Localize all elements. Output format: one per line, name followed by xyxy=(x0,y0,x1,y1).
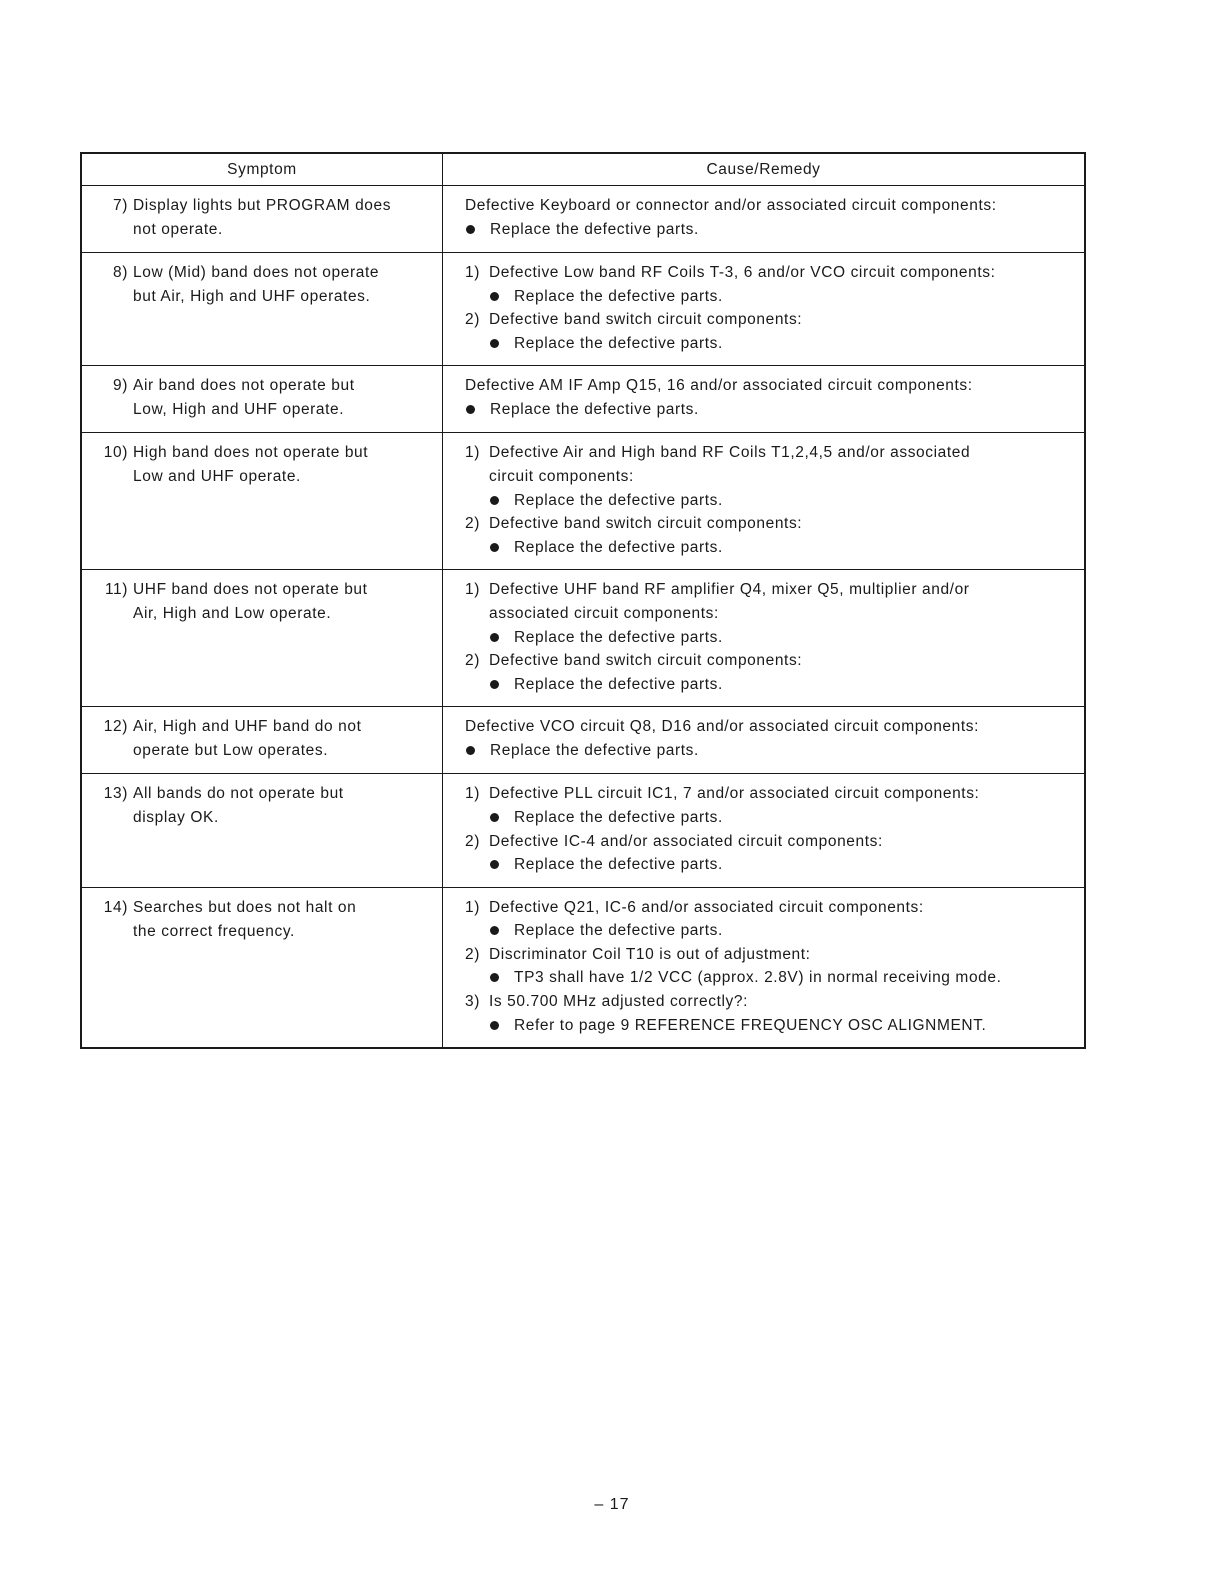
cause-item-number: 2) xyxy=(465,945,480,963)
cause-remedy-column-header: Cause/Remedy xyxy=(443,153,1086,186)
cause-item-number: 1) xyxy=(465,264,480,281)
symptom-number: 10) xyxy=(103,444,128,462)
bullet-dot-icon xyxy=(490,292,499,301)
cause-item xyxy=(465,782,1074,806)
cause-item-number: 1) xyxy=(465,785,480,803)
table-row xyxy=(81,774,1085,887)
symptom-text: Air, High and UHF band do not xyxy=(133,718,362,736)
symptom-number: 14) xyxy=(103,898,128,916)
table-row xyxy=(81,253,1085,366)
cause-item-text: circuit components: xyxy=(489,467,634,485)
table-row xyxy=(81,570,1085,707)
symptom-number: 7) xyxy=(113,197,128,214)
cause-remedy-cell xyxy=(443,186,1086,253)
bullet-text: Replace the defective parts. xyxy=(514,491,723,509)
cause-remedy-cell xyxy=(443,774,1086,887)
symptom-text: Display lights but PROGRAM does xyxy=(133,197,392,214)
table-header-row xyxy=(81,153,1085,186)
cause-item-number: 1) xyxy=(465,898,480,916)
bullet-dot-icon xyxy=(490,813,499,822)
symptom-line xyxy=(92,374,432,398)
symptom-text: Low, High and UHF operate. xyxy=(133,401,345,419)
symptom-text: display OK. xyxy=(133,809,219,827)
cause-item-text: Is 50.700 MHz adjusted correctly?: xyxy=(489,993,749,1011)
bullet-item xyxy=(465,739,1074,763)
bullet-item xyxy=(465,218,1074,242)
symptom-number: 9) xyxy=(113,377,128,395)
symptom-cell xyxy=(81,366,443,433)
bullet-item xyxy=(465,536,1074,560)
symptom-text: Low (Mid) band does not operate xyxy=(133,264,380,281)
cause-item xyxy=(465,943,1074,967)
symptom-cell xyxy=(81,433,443,570)
symptom-text: Air band does not operate but xyxy=(133,377,355,395)
cause-item-number: 1) xyxy=(465,581,480,599)
cause-remedy-cell xyxy=(443,253,1086,366)
bullet-dot-icon xyxy=(490,543,499,552)
cause-item-text: Defective IC-4 and/or associated circuit components: xyxy=(489,832,883,850)
cause-item-text: Defective Low band RF Coils T-3, 6 and/or VCO circuit components: xyxy=(489,264,996,281)
bullet-dot-icon xyxy=(490,496,499,505)
cause-item-number: 2) xyxy=(465,832,480,850)
table-row xyxy=(81,366,1085,433)
cause-item-number: 3) xyxy=(465,993,480,1011)
symptom-number: 13) xyxy=(103,785,128,803)
symptom-cell xyxy=(81,253,443,366)
bullet-item xyxy=(465,919,1074,943)
cause-item-text: Defective PLL circuit IC1, 7 and/or associated circuit components: xyxy=(489,785,980,803)
symptom-text: the correct frequency. xyxy=(133,922,295,940)
symptom-cell xyxy=(81,887,443,1048)
symptom-line xyxy=(92,261,432,285)
bullet-dot-icon xyxy=(490,1021,499,1030)
cause-remedy-cell xyxy=(443,570,1086,707)
symptom-line xyxy=(92,578,432,602)
bullet-text: Replace the defective parts. xyxy=(514,675,723,693)
bullet-item xyxy=(465,966,1074,990)
symptom-line xyxy=(92,782,432,806)
bullet-text: Replace the defective parts. xyxy=(514,922,723,940)
bullet-item xyxy=(465,806,1074,830)
cause-item xyxy=(465,578,1074,602)
cause-item-number: 1) xyxy=(465,444,480,462)
bullet-item xyxy=(465,285,1074,309)
cause-item xyxy=(465,261,1074,285)
bullet-dot-icon xyxy=(490,339,499,348)
bullet-dot-icon xyxy=(490,926,499,935)
table-row xyxy=(81,707,1085,774)
cause-item xyxy=(465,512,1074,536)
bullet-item xyxy=(465,398,1074,422)
cause-item xyxy=(465,896,1074,920)
cause-item-text: Defective band switch circuit components: xyxy=(489,652,803,670)
bullet-dot-icon xyxy=(490,860,499,869)
bullet-dot-icon xyxy=(490,680,499,689)
cause-remedy-cell xyxy=(443,887,1086,1048)
symptom-cell xyxy=(81,774,443,887)
symptom-text: operate but Low operates. xyxy=(133,742,329,760)
cause-item-text: Defective Q21, IC-6 and/or associated circuit components: xyxy=(489,898,924,916)
bullet-item xyxy=(465,853,1074,877)
bullet-text: Replace the defective parts. xyxy=(490,400,699,418)
table-row xyxy=(81,433,1085,570)
bullet-dot-icon xyxy=(490,973,499,982)
symptom-line xyxy=(92,715,432,739)
symptom-number: 11) xyxy=(104,581,128,599)
bullet-text: Replace the defective parts. xyxy=(514,334,723,352)
cause-item-number: 2) xyxy=(465,515,480,533)
symptom-number: 12) xyxy=(103,718,128,736)
bullet-text: Replace the defective parts. xyxy=(490,741,699,759)
bullet-dot-icon xyxy=(466,746,475,755)
symptom-text: High band does not operate but xyxy=(133,444,369,462)
symptom-line xyxy=(92,441,432,465)
symptom-cell xyxy=(81,186,443,253)
cause-item xyxy=(465,441,1074,465)
symptom-text: Low and UHF operate. xyxy=(133,468,301,486)
symptom-text: Searches but does not halt on xyxy=(133,898,357,916)
cause-item-number: 2) xyxy=(465,652,480,670)
cause-item-text: Discriminator Coil T10 is out of adjustment: xyxy=(489,945,811,963)
cause-item-text: Defective UHF band RF amplifier Q4, mixer Q5, multiplier and/or xyxy=(489,581,970,599)
cause-item-number: 2) xyxy=(465,311,480,329)
bullet-text: TP3 shall have 1/2 VCC (approx. 2.8V) in normal receiving mode. xyxy=(514,969,1002,987)
bullet-text: Replace the defective parts. xyxy=(490,220,699,238)
symptom-text: UHF band does not operate but xyxy=(133,581,368,599)
cause-text: Defective Keyboard or connector and/or associated circuit components: xyxy=(465,197,997,214)
cause-item-text: Defective Air and High band RF Coils T1,2,4,5 and/or associated xyxy=(489,444,971,462)
cause-item xyxy=(465,830,1074,854)
symptom-text: All bands do not operate but xyxy=(133,785,344,803)
cause-item xyxy=(465,990,1074,1014)
bullet-item xyxy=(465,1014,1074,1038)
bullet-text: Replace the defective parts. xyxy=(514,538,723,556)
bullet-text: Replace the defective parts. xyxy=(514,628,723,646)
bullet-item xyxy=(465,332,1074,356)
symptom-text: not operate. xyxy=(133,221,223,238)
table-row xyxy=(81,887,1085,1048)
symptom-cell xyxy=(81,570,443,707)
symptom-column-header: Symptom xyxy=(81,153,443,186)
bullet-item xyxy=(465,673,1074,697)
cause-remedy-cell xyxy=(443,433,1086,570)
troubleshooting-table xyxy=(80,152,1086,1049)
symptom-text: but Air, High and UHF operates. xyxy=(133,288,371,305)
bullet-dot-icon xyxy=(466,405,475,414)
cause-item xyxy=(465,308,1074,332)
bullet-text: Replace the defective parts. xyxy=(514,808,723,826)
table-row xyxy=(81,186,1085,253)
page-number: – 17 xyxy=(594,1496,630,1513)
symptom-line xyxy=(92,896,432,920)
bullet-text: Replace the defective parts. xyxy=(514,856,723,874)
table-body xyxy=(81,186,1085,1049)
cause-item xyxy=(465,649,1074,673)
cause-item-text: associated circuit components: xyxy=(489,604,719,622)
cause-text: Defective VCO circuit Q8, D16 and/or associated circuit components: xyxy=(465,718,980,736)
bullet-text: Replace the defective parts. xyxy=(514,287,723,305)
bullet-dot-icon xyxy=(490,633,499,642)
bullet-dot-icon xyxy=(466,225,475,234)
cause-remedy-cell xyxy=(443,707,1086,774)
cause-item-text: Defective band switch circuit components: xyxy=(489,515,803,533)
symptom-cell xyxy=(81,707,443,774)
bullet-item xyxy=(465,489,1074,513)
cause-item-text: Defective band switch circuit components: xyxy=(489,311,803,329)
symptom-line xyxy=(92,194,432,218)
symptom-number: 8) xyxy=(113,264,128,281)
cause-remedy-cell xyxy=(443,366,1086,433)
bullet-item xyxy=(465,626,1074,650)
bullet-text: Refer to page 9 REFERENCE FREQUENCY OSC ALIGNMENT. xyxy=(514,1016,987,1034)
symptom-text: Air, High and Low operate. xyxy=(133,605,332,623)
cause-text: Defective AM IF Amp Q15, 16 and/or associated circuit components: xyxy=(465,377,973,395)
